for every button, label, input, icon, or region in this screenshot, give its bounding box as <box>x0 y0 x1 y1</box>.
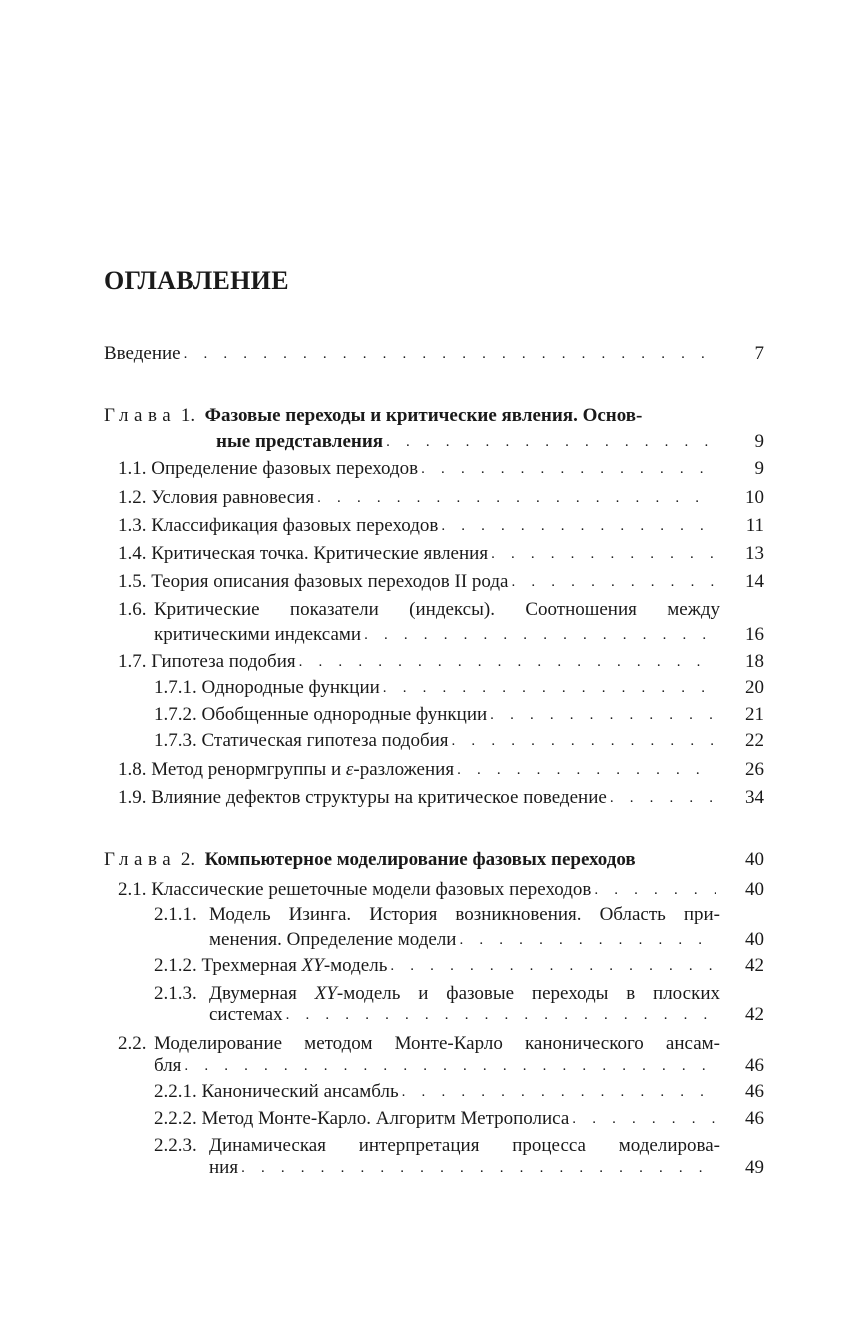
toc-entry-label: Введение <box>104 343 181 364</box>
toc-entry-1-3[interactable] <box>118 513 720 539</box>
section-number: 2.1.2. <box>154 955 197 976</box>
toc-entry-1-7-3[interactable] <box>154 728 720 754</box>
leader-dots <box>421 456 716 482</box>
section-number: 1.6. <box>118 599 147 620</box>
toc-page-number: 14 <box>745 571 764 592</box>
leader-dots <box>241 1155 716 1181</box>
section-number: 1.7.1. <box>154 677 197 698</box>
page-title: ОГЛАВЛЕНИЕ <box>104 266 289 295</box>
leader-dots <box>184 341 716 367</box>
section-label-line1: Моделирование методом Монте-Карло канонического ансам- <box>154 1033 720 1054</box>
toc-page-number: 40 <box>745 849 764 870</box>
chapter-number: 1. <box>180 405 196 426</box>
section-label-suffix: -разложения <box>353 759 455 780</box>
leader-dots <box>457 757 716 783</box>
section-number: 2.2.3. <box>154 1135 197 1156</box>
section-number: 1.2. <box>118 487 147 508</box>
chapter-1-heading-cont[interactable] <box>216 429 720 455</box>
section-label: Однородные функции <box>201 677 380 698</box>
section-label: Статическая гипотеза подобия <box>201 730 449 751</box>
toc-entry-2-1[interactable] <box>118 877 720 903</box>
section-label: Канонический ансамбль <box>201 1081 399 1102</box>
toc-entry-1-6-cont[interactable] <box>154 622 720 648</box>
toc-entry-2-2[interactable] <box>118 1031 147 1057</box>
section-number: 2.2.1. <box>154 1081 197 1102</box>
chapter-2-heading[interactable] <box>104 847 636 873</box>
chapter-title-line2: ные представления <box>216 431 384 452</box>
section-label-line2: системах <box>209 1004 283 1025</box>
epsilon-symbol: ε <box>345 759 354 780</box>
chapter-prefix: Глава <box>104 849 177 870</box>
xy-symbol: XY <box>301 955 324 976</box>
toc-page-number: 46 <box>745 1108 764 1129</box>
toc-entry-1-4[interactable] <box>118 541 720 567</box>
toc-page-number: 18 <box>745 651 764 672</box>
toc-entry-2-1-3-cont[interactable] <box>209 1002 720 1028</box>
section-label: Обобщенные однородные функции <box>201 704 488 725</box>
section-label: Условия равновесия <box>151 487 315 508</box>
section-number: 1.1. <box>118 458 147 479</box>
toc-entry-2-1-2[interactable] <box>154 953 720 979</box>
toc-page-number: 46 <box>745 1081 764 1102</box>
leader-dots <box>184 1053 716 1079</box>
section-label: Гипотеза подобия <box>151 651 296 672</box>
leader-dots <box>390 953 716 979</box>
section-number: 2.1.3. <box>154 983 197 1004</box>
section-label-suffix: -модель и фазовые переходы в плоских <box>336 983 720 1004</box>
section-number: 1.8. <box>118 759 147 780</box>
toc-entry-1-8[interactable] <box>118 757 720 783</box>
section-label: Критическая точка. Критические явления <box>151 543 489 564</box>
toc-entry-2-1-1-cont[interactable] <box>209 927 720 953</box>
chapter-number: 2. <box>180 849 196 870</box>
section-label-line2: менения. Определение модели <box>209 929 457 950</box>
leader-dots <box>402 1079 716 1105</box>
toc-entry-1-7-1[interactable] <box>154 675 720 701</box>
section-label-suffix: -модель <box>323 955 388 976</box>
section-number: 2.2. <box>118 1033 147 1054</box>
section-label-line1: Модель Изинга. История возникновения. Область при- <box>209 904 720 925</box>
toc-page-number: 9 <box>754 458 764 479</box>
toc-entry-1-7[interactable] <box>118 649 720 675</box>
toc-entry-2-2-3[interactable] <box>154 1133 197 1159</box>
section-label-line1: Динамическая интерпретация процесса моделирова- <box>209 1135 720 1156</box>
leader-dots <box>452 728 716 754</box>
toc-page-number: 10 <box>745 487 764 508</box>
chapter-title: Компьютерное моделирование фазовых переходов <box>204 849 636 870</box>
section-number: 1.9. <box>118 787 147 808</box>
chapter-1-heading[interactable] <box>104 403 642 429</box>
leader-dots <box>286 1002 716 1028</box>
section-number: 1.4. <box>118 543 147 564</box>
section-label-line2: критическими индексами <box>154 624 362 645</box>
chapter-prefix: Глава <box>104 405 177 426</box>
chapter-title-line1: Фазовые переходы и критические явления. Основ- <box>204 405 643 426</box>
toc-page-number: 16 <box>745 624 764 645</box>
toc-entry-1-9[interactable] <box>118 785 720 811</box>
toc-page-number: 11 <box>745 515 764 536</box>
section-number: 1.7. <box>118 651 147 672</box>
toc-page-number: 21 <box>745 704 764 725</box>
toc-page-number: 26 <box>745 759 764 780</box>
toc-entry-2-2-2[interactable] <box>154 1106 720 1132</box>
section-number: 2.1.1. <box>154 904 197 925</box>
toc-page-number: 34 <box>745 787 764 808</box>
xy-symbol: XY <box>314 983 337 1004</box>
toc-entry-2-2-1[interactable] <box>154 1079 720 1105</box>
leader-dots <box>317 485 716 511</box>
toc-page-number: 22 <box>745 730 764 751</box>
toc-page-number: 20 <box>745 677 764 698</box>
leader-dots <box>441 513 716 539</box>
toc-page-number: 46 <box>745 1055 764 1076</box>
leader-dots <box>610 785 716 811</box>
section-number: 2.1. <box>118 879 147 900</box>
toc-page-number: 40 <box>745 879 764 900</box>
section-label: Классификация фазовых переходов <box>151 515 439 536</box>
section-label: Классические решеточные модели фазовых переходов <box>151 879 592 900</box>
leader-dots <box>299 649 716 675</box>
toc-entry-1-1[interactable] <box>118 456 720 482</box>
section-number: 2.2.2. <box>154 1108 197 1129</box>
leader-dots <box>491 541 716 567</box>
toc-entry-2-2-cont[interactable] <box>154 1053 720 1079</box>
section-label: Теория описания фазовых переходов II рода <box>151 571 509 592</box>
section-label: Влияние дефектов структуры на критическое поведение <box>151 787 607 808</box>
section-label-line2: ния <box>209 1157 239 1178</box>
section-label-line2: бля <box>154 1055 182 1076</box>
section-label: Двумерная <box>209 983 315 1004</box>
toc-entry-2-2-3-cont[interactable] <box>209 1155 720 1181</box>
toc-page-number: 42 <box>745 955 764 976</box>
section-number: 1.7.3. <box>154 730 197 751</box>
leader-dots <box>490 702 716 728</box>
toc-entry-1-5[interactable] <box>118 569 720 595</box>
leader-dots <box>511 569 716 595</box>
section-number: 1.3. <box>118 515 147 536</box>
toc-entry-2-1-3[interactable] <box>154 981 197 1007</box>
section-label: Трехмерная <box>201 955 302 976</box>
toc-entry-1-6[interactable] <box>118 597 147 623</box>
section-label-line1: Критические показатели (индексы). Соотношения между <box>154 599 720 620</box>
leader-dots <box>459 927 716 953</box>
section-number: 1.7.2. <box>154 704 197 725</box>
toc-entry-1-7-2[interactable] <box>154 702 720 728</box>
leader-dots <box>572 1106 716 1132</box>
toc-page-number: 9 <box>754 431 764 452</box>
toc-page-number: 49 <box>745 1157 764 1178</box>
toc-entry-1-2[interactable] <box>118 485 720 511</box>
leader-dots <box>364 622 716 648</box>
section-label: Метод ренормгруппы и <box>151 759 346 780</box>
section-label: Определение фазовых переходов <box>151 458 419 479</box>
section-number: 1.5. <box>118 571 147 592</box>
toc-entry-2-1-1[interactable] <box>154 902 197 928</box>
section-label: Метод Монте-Карло. Алгоритм Метрополиса <box>201 1108 570 1129</box>
toc-page-number: 13 <box>745 543 764 564</box>
leader-dots <box>594 877 716 903</box>
toc-page-number: 7 <box>754 343 764 364</box>
toc-page-number: 42 <box>745 1004 764 1025</box>
leader-dots <box>386 429 716 455</box>
toc-entry-intro[interactable] <box>104 341 720 367</box>
toc-page-number: 40 <box>745 929 764 950</box>
leader-dots <box>383 675 716 701</box>
